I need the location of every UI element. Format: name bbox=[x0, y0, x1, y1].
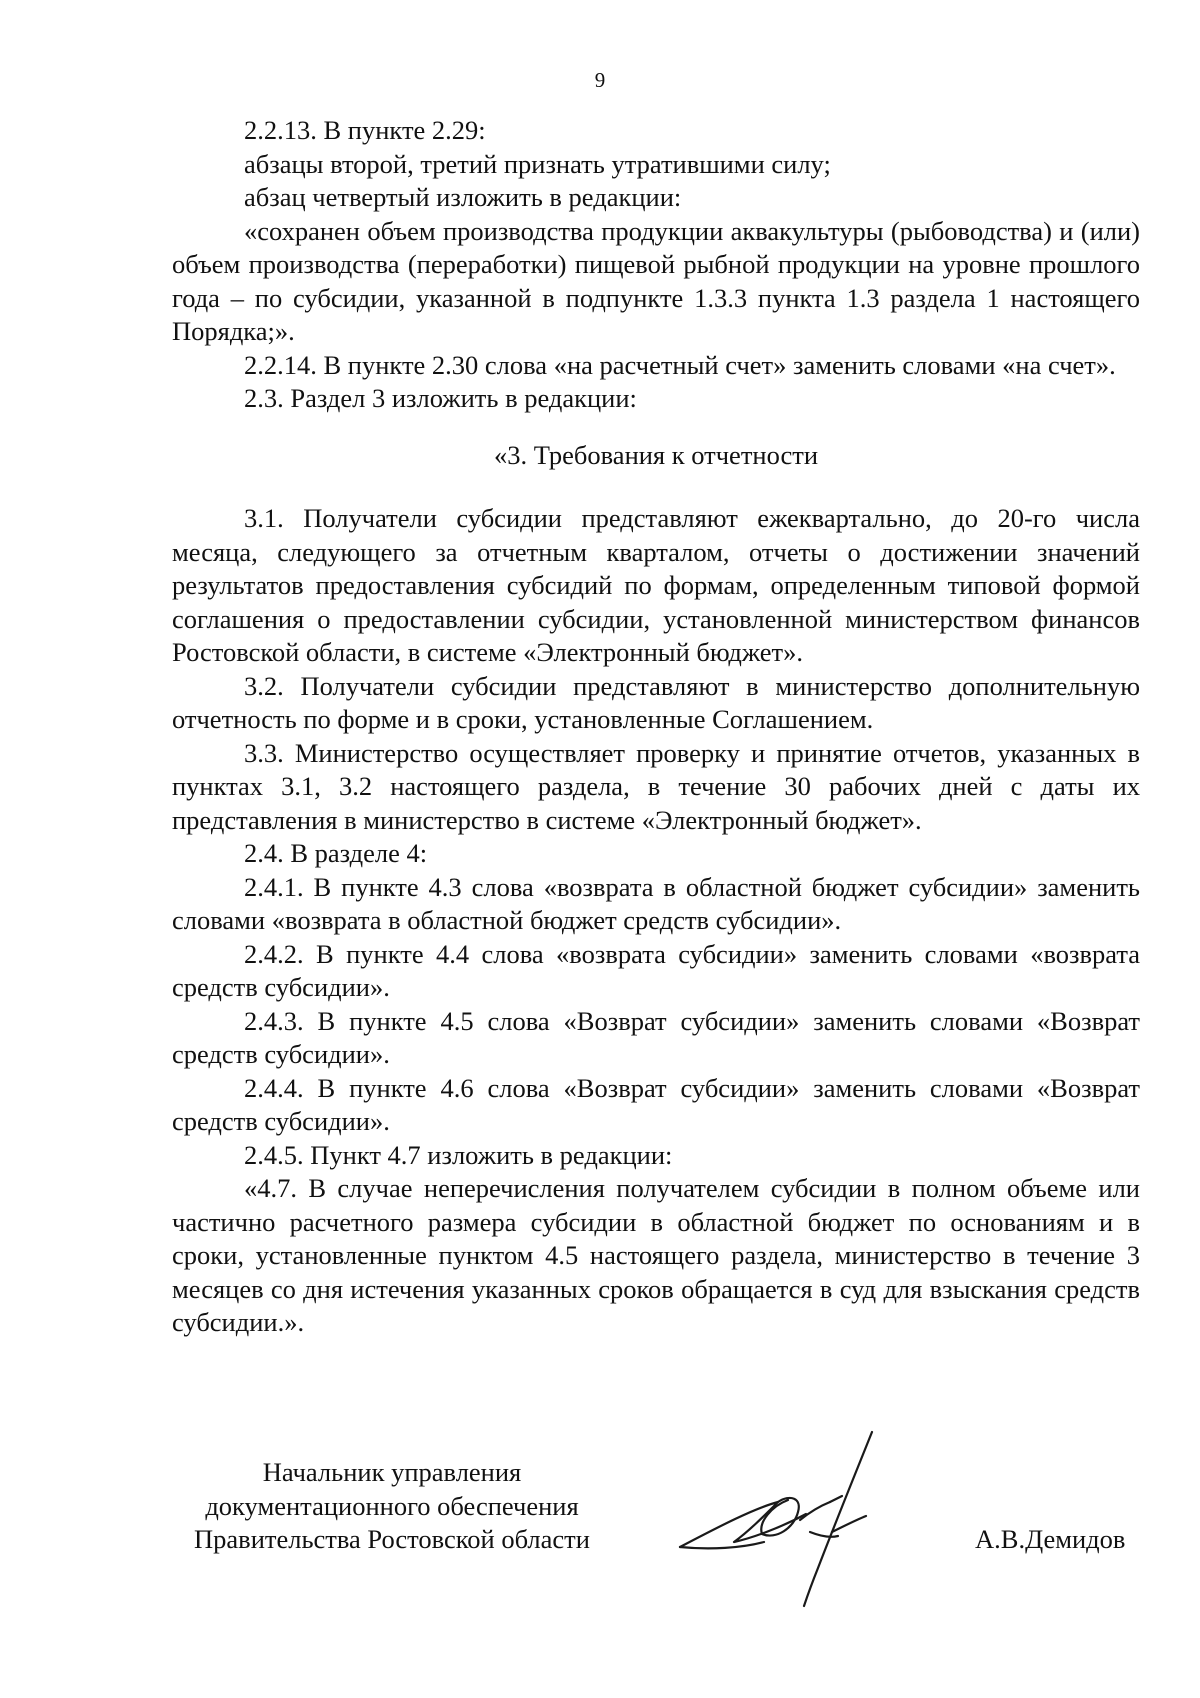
paragraph: 2.4. В разделе 4: bbox=[244, 838, 428, 868]
signatory-title bbox=[172, 1456, 612, 1557]
paragraph: 2.4.2. В пункте 4.4 слова «возврата субсидии» заменить словами «возврата средств субсидии». bbox=[172, 938, 1140, 1002]
paragraph: 2.4.1. В пункте 4.3 слова «возврата в областной бюджет субсидии» заменить словами «возврата в областной бюджет средств субсидии». bbox=[172, 871, 1140, 935]
document-body bbox=[172, 114, 1140, 1340]
paragraph: 3.3. Министерство осуществляет проверку и принятие отчетов, указанных в пунктах 3.1, 3.2 настоящего раздела, в течение 30 рабочих дней с даты их представления в министерство в системе «Электронный бюджет». bbox=[172, 737, 1140, 835]
paragraph: 3.1. Получатели субсидии представляют ежеквартально, до 20-го числа месяца, следующего за отчетным кварталом, отчеты о достижении значений результатов предоставления субсидий по формам, определенным типовой формой соглашения о предоставлении субсидии, установленной министерством финансов Ростовской области, в системе «Электронный бюджет». bbox=[172, 503, 1140, 667]
paragraph: абзац четвертый изложить в редакции: bbox=[244, 182, 682, 212]
signatory-name: А.В.Демидов bbox=[975, 1524, 1126, 1554]
signatory-title-line: Начальник управления bbox=[262, 1457, 522, 1487]
section-heading: «3. Требования к отчетности bbox=[493, 439, 819, 470]
signature-block bbox=[0, 1456, 1200, 1626]
paragraph: абзацы второй, третий признать утратившими силу; bbox=[244, 148, 831, 179]
paragraph: «4.7. В случае неперечисления получателем субсидии в полном объеме или частично расчетного размера субсидии в областной бюджет по основаниям и в сроки, установленные пунктом 4.5 настоящего раздела, министерство в течение 3 месяцев со дня истечения указанных сроков обращается в суд для взыскания средств субсидии.». bbox=[172, 1173, 1140, 1337]
paragraph: 2.4.4. В пункте 4.6 слова «Возврат субсидии» заменить словами «Возврат средств субсидии». bbox=[172, 1072, 1140, 1136]
signatory-title-line: Правительства Ростовской области bbox=[194, 1524, 590, 1554]
paragraph: 2.4.5. Пункт 4.7 изложить в редакции: bbox=[244, 1139, 673, 1170]
paragraph: 2.4.3. В пункте 4.5 слова «Возврат субсидии» заменить словами «Возврат средств субсидии». bbox=[172, 1005, 1140, 1069]
handwritten-signature bbox=[660, 1416, 950, 1616]
signatory-title-line: документационного обеспечения bbox=[205, 1490, 579, 1521]
page-number: 9 bbox=[594, 68, 606, 92]
paragraph: 2.3. Раздел 3 изложить в редакции: bbox=[244, 383, 637, 413]
paragraph: 3.2. Получатели субсидии представляют в министерство дополнительную отчетность по форме и в сроки, установленные Соглашением. bbox=[172, 670, 1140, 734]
paragraph: 2.2.14. В пункте 2.30 слова «на расчетный счет» заменить словами «на счет». bbox=[244, 349, 1116, 380]
paragraph: «сохранен объем производства продукции аквакультуры (рыбоводства) и (или) объем производства (переработки) пищевой рыбной продукции на уровне прошлого года – по субсидии, указанной в подпункте 1.3.3 пункта 1.3 раздела 1 настоящего Порядка;». bbox=[172, 215, 1140, 346]
paragraph: 2.2.13. В пункте 2.29: bbox=[244, 115, 486, 145]
